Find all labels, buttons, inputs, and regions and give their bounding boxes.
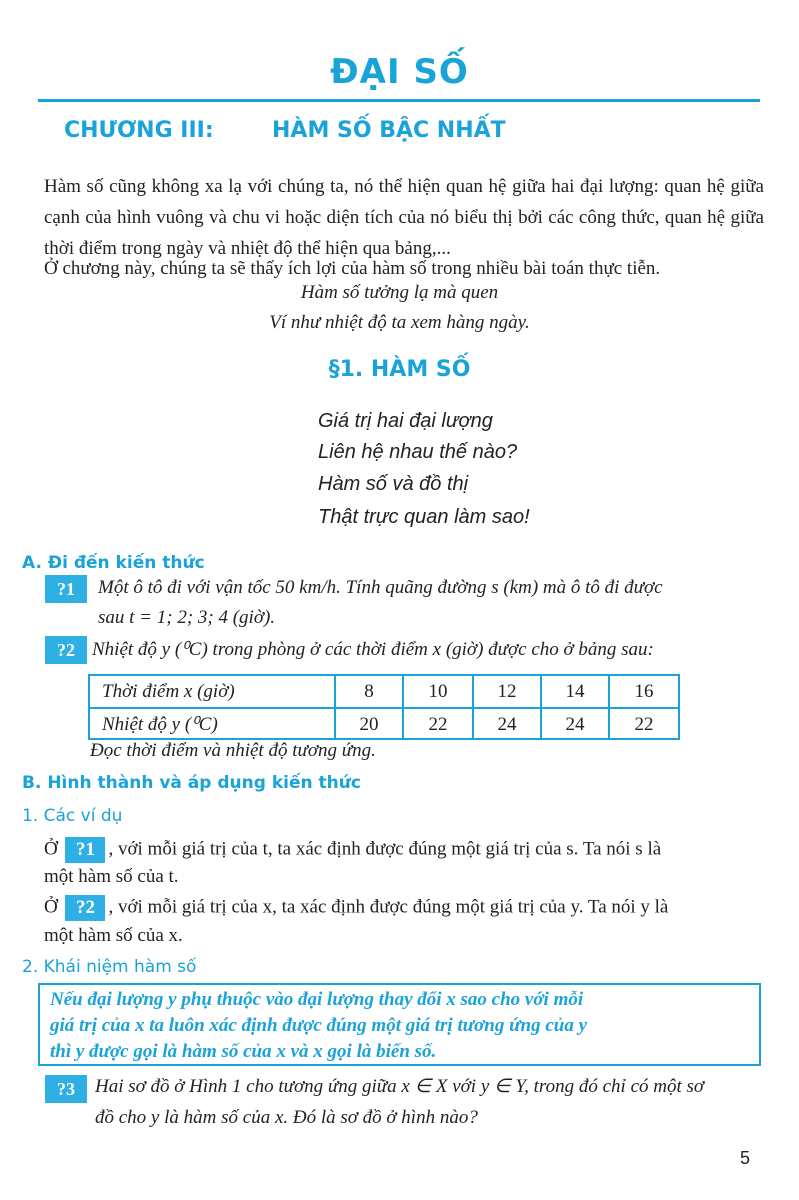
example-2-line: một hàm số của x. [44,925,183,946]
page-number: 5 [740,1148,751,1168]
example-1-line [44,837,661,863]
question-3-text: Hai sơ đồ ở Hình 1 cho tương ứng giữa x ∈ X với y ∈ Y, trong đó chỉ có một sơ [95,1076,705,1097]
example-2-line [44,895,668,921]
table-cell: 14 [540,676,608,707]
example-text: , với mỗi giá trị của t, ta xác định được đúng một giá trị của s. Ta nói s là [108,838,662,860]
example-prefix: Ở [44,838,58,860]
table-cell: 10 [402,676,472,707]
section-poem-line: Hàm số và đồ thị [318,473,469,495]
definition-line: Nếu đại lượng y phụ thuộc vào đại lượng thay đổi x sao cho với mỗi [50,989,584,1010]
section-poem-line: Liên hệ nhau thế nào? [318,441,518,463]
table-row [90,676,678,709]
temperature-table [88,674,680,740]
definition-line: thì y được gọi là hàm số của x và x gọi là biến số. [50,1041,437,1062]
table-cell: 12 [472,676,540,707]
definition-line: giá trị của x ta luôn xác định được đúng một giá trị tương ứng của y [50,1015,588,1036]
table-cell: 20 [334,709,402,740]
table-note: Đọc thời điểm và nhiệt độ tương ứng. [90,740,376,761]
question-1-badge: ?1 [45,575,87,603]
table-cell: 22 [402,709,472,740]
table-cell: 24 [472,709,540,740]
section-poem-line: Thật trực quan làm sao! [318,506,530,528]
question-2-text: Nhiệt độ y (⁰C) trong phòng ở các thời điểm x (giờ) được cho ở bảng sau: [92,639,654,660]
subsection-definition-heading: 2. Khái niệm hàm số [22,957,197,977]
table-row-label: Nhiệt độ y (⁰C) [102,714,218,735]
table-cell: 22 [608,709,678,740]
part-b-heading: B. Hình thành và áp dụng kiến thức [22,773,361,793]
intro-note: Ở chương này, chúng ta sẽ thấy ích lợi của hàm số trong nhiều bài toán thực tiễn. [44,258,661,279]
intro-paragraph: Hàm số cũng không xa lạ với chúng ta, nó thể hiện quan hệ giữa hai đại lượng: quan hệ giữa cạnh của hình vuông và chu vi hoặc diện tích của nó biểu thị bởi các công thức, quan hệ giữa thời điểm trong ngày và nhiệt độ thể hiện qua bảng,... [44,176,764,259]
intro-poem-line: Hàm số tưởng lạ mà quen [300,282,499,303]
title-divider [38,99,760,102]
question-2-ref-badge: ?2 [65,895,105,921]
table-cell: 16 [608,676,678,707]
table-cell: 24 [540,709,608,740]
table-row [90,709,678,740]
question-3-text: đồ cho y là hàm số của x. Đó là sơ đồ ở hình nào? [95,1107,478,1128]
chapter-number: CHƯƠNG III: [64,118,214,143]
part-a-heading: A. Đi đến kiến thức [22,553,205,573]
question-2-badge: ?2 [45,636,87,664]
section-title: §1. HÀM SỐ [328,357,471,382]
question-1-text: Một ô tô đi với vận tốc 50 km/h. Tính quãng đường s (km) mà ô tô đi được [98,577,663,598]
table-cell: 8 [334,676,402,707]
section-poem-line: Giá trị hai đại lượng [318,410,493,432]
definition-box [38,983,761,1066]
subsection-examples-heading: 1. Các ví dụ [22,806,123,826]
question-3-badge: ?3 [45,1075,87,1103]
table-row-label: Thời điểm x (giờ) [102,681,235,702]
example-text: , với mỗi giá trị của x, ta xác định được đúng một giá trị của y. Ta nói y là [108,896,669,918]
intro-poem-line: Ví như nhiệt độ ta xem hàng ngày. [269,312,530,333]
page-title: ĐẠI SỐ [330,52,469,92]
question-1-ref-badge: ?1 [65,837,105,863]
chapter-name: HÀM SỐ BẬC NHẤT [272,118,506,143]
example-1-line: một hàm số của t. [44,866,179,887]
example-prefix: Ở [44,896,58,918]
question-1-text: sau t = 1; 2; 3; 4 (giờ). [98,607,276,628]
